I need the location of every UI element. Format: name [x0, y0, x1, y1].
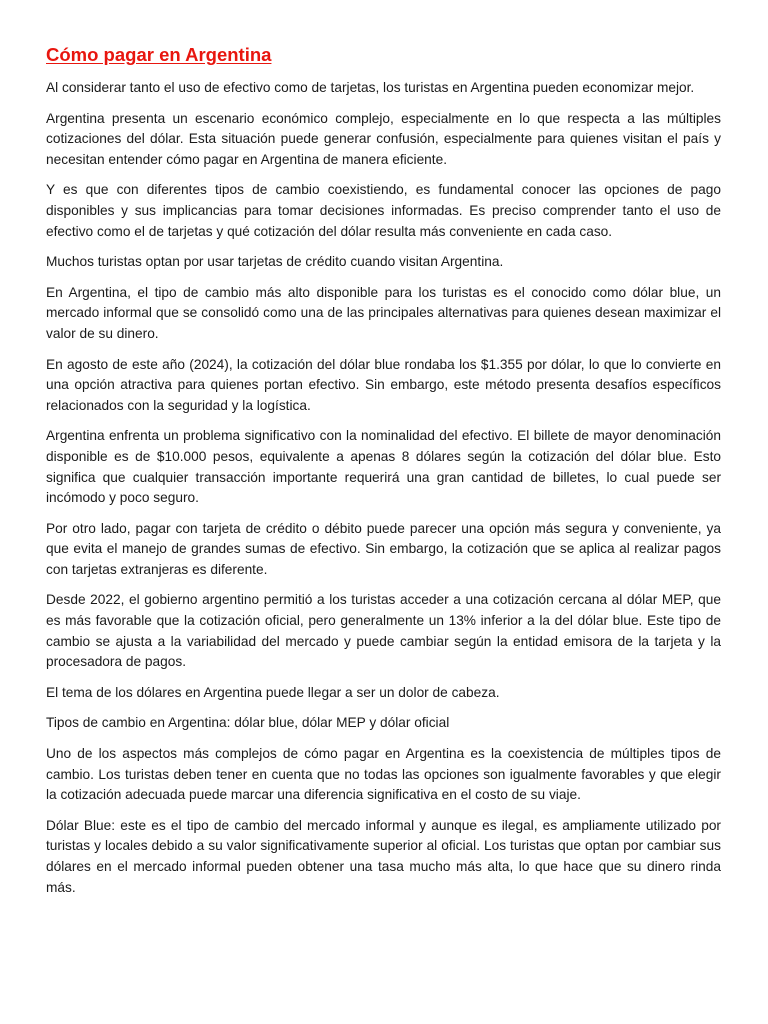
- paragraph: Desde 2022, el gobierno argentino permitió a los turistas acceder a una cotización cercana al dólar MEP, que es más favorable que la cotización oficial, pero generalmente un 13% inferior a la del dólar blue. Este tipo de cambio se ajusta a la variabilidad del mercado y puede cambiar según la entidad emisora de la tarjeta y la procesadora de pagos.: [46, 592, 721, 670]
- paragraph: En agosto de este año (2024), la cotización del dólar blue rondaba los $1.355 por dólar, lo que lo convierte en una opción atractiva para quienes portan efectivo. Sin embargo, este método presenta desafíos específicos relacionados con la seguridad y la logística.: [46, 356, 721, 413]
- document-page: [46, 42, 721, 908]
- paragraph: Argentina presenta un escenario económico complejo, especialmente en lo que respecta a las múltiples cotizaciones del dólar. Esta situación puede generar confusión, especialmente para quienes visitan el país y necesitan entender cómo pagar en Argentina de manera eficiente.: [46, 110, 721, 167]
- paragraph: En Argentina, el tipo de cambio más alto disponible para los turistas es el conocido como dólar blue, un mercado informal que se consolidó como una de las principales alternativas para quienes desean maximizar el valor de su dinero.: [46, 284, 721, 341]
- paragraph: Y es que con diferentes tipos de cambio coexistiendo, es fundamental conocer las opciones de pago disponibles y sus implicancias para tomar decisiones informadas. Es preciso comprender tanto el uso de efectivo como el de tarjetas y qué cotización del dólar resulta más conveniente en cada caso.: [46, 182, 721, 239]
- page-title: Cómo pagar en Argentina: [46, 44, 272, 65]
- paragraph: Muchos turistas optan por usar tarjetas de crédito cuando visitan Argentina.: [46, 254, 504, 270]
- section-heading: Tipos de cambio en Argentina: dólar blue, dólar MEP y dólar oficial: [46, 715, 450, 731]
- paragraph: Al considerar tanto el uso de efectivo como de tarjetas, los turistas en Argentina pueden economizar mejor.: [46, 80, 695, 95]
- paragraph: Uno de los aspectos más complejos de cómo pagar en Argentina es la coexistencia de múltiples tipos de cambio. Los turistas deben tener en cuenta que no todas las opciones son igualmente favorables y que elegir la cotización adecuada puede marcar una diferencia significativa en el costo de su viaje.: [46, 746, 721, 803]
- paragraph: Por otro lado, pagar con tarjeta de crédito o débito puede parecer una opción más segura y conveniente, ya que evita el manejo de grandes sumas de efectivo. Sin embargo, la cotización que se aplica al realizar pagos con tarjetas extranjeras es diferente.: [46, 520, 721, 577]
- paragraph: El tema de los dólares en Argentina puede llegar a ser un dolor de cabeza.: [46, 684, 500, 700]
- paragraph: Argentina enfrenta un problema significativo con la nominalidad del efectivo. El billete de mayor denominación disponible es de $10.000 pesos, equivalente a apenas 8 dólares según la cotización del dólar blue. Esto significa que cualquier transacción importante requerirá una gran cantidad de billetes, lo cual puede ser incómodo y poco seguro.: [46, 428, 721, 506]
- paragraph: Dólar Blue: este es el tipo de cambio del mercado informal y aunque es ilegal, es ampliamente utilizado por turistas y locales debido a su valor significativamente superior al oficial. Los turistas que optan por cambiar sus dólares en el mercado informal pueden obtener una tasa mucho más alta, lo que hace que su dinero rinda más.: [46, 817, 721, 895]
